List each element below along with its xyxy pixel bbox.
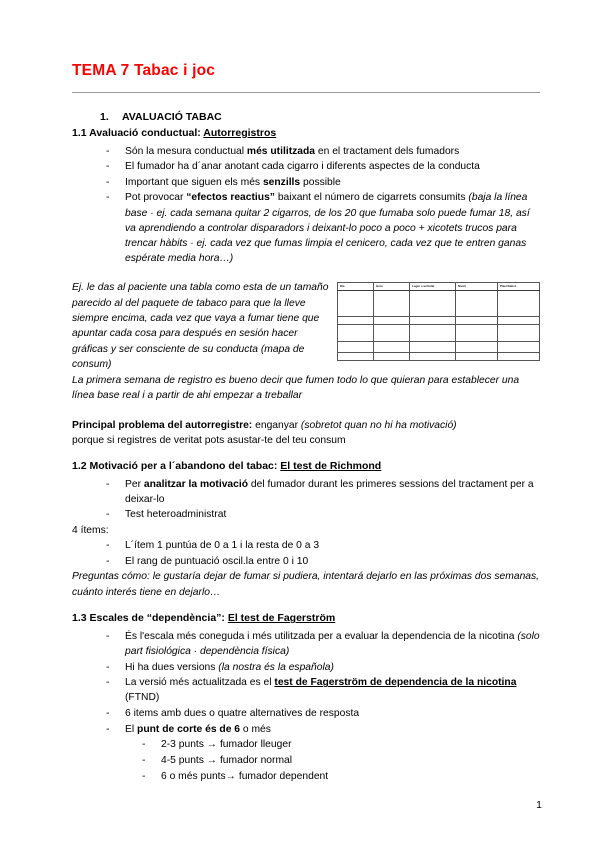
table-cell bbox=[410, 317, 456, 325]
document-content bbox=[72, 62, 540, 784]
list-item-text: 6 items amb dues o quatre alternatives de resposta bbox=[125, 708, 360, 720]
subsection-1-1-label: 1.1 Avaluació conductual: bbox=[72, 126, 204, 139]
list-item bbox=[138, 753, 540, 768]
table-column-header: Dia bbox=[338, 283, 374, 291]
subsection-1-2-label: 1.2 Motivació per a l´abandono del tabac: bbox=[72, 459, 281, 472]
list-item-text: 6 o més punts→ fumador dependent bbox=[161, 770, 329, 782]
list-item bbox=[102, 538, 540, 553]
principal-problem-note bbox=[72, 418, 540, 433]
section-1-heading bbox=[72, 110, 540, 125]
table-cell bbox=[338, 353, 374, 361]
list-item bbox=[102, 629, 540, 659]
table-column-header: Lugar o activitat bbox=[410, 283, 456, 291]
list-item-text: Per bbox=[125, 478, 144, 490]
table-cell bbox=[410, 342, 456, 353]
table-cell bbox=[456, 342, 498, 353]
list-item-text: més utilitzada bbox=[246, 145, 316, 157]
list-item bbox=[102, 190, 540, 266]
list-item-text: punt de corte és de 6 bbox=[137, 723, 241, 735]
list-item-text: 2-3 punts → fumador lleuger bbox=[161, 739, 292, 751]
table-cell bbox=[410, 291, 456, 317]
table-row bbox=[338, 353, 540, 361]
list-item bbox=[102, 706, 540, 721]
subsection-1-3-underlined: El test de Fagerström bbox=[227, 612, 336, 625]
baseline-note-paragraph: La primera semana de registro es bueno decir que fumen todo lo que quieran para establecer una línea base real i a partir de ahi empezar a treballar bbox=[72, 374, 520, 402]
list-item bbox=[102, 722, 540, 737]
autoregistro-table-section bbox=[72, 280, 540, 404]
principal-problem-value: enganyar bbox=[252, 419, 301, 431]
table-column-header: Plaer/Satisf. bbox=[498, 283, 540, 291]
list-item-text: baixant el número de cigarrets consumits bbox=[274, 192, 469, 204]
richmond-questions-note: Preguntas cómo: le gustaría dejar de fumar si pudiera, intentará dejarlo en las próximas dos semanas, cuánto interés tiene en dejarlo… bbox=[72, 571, 540, 598]
list-item bbox=[138, 737, 540, 752]
table-explanation-paragraph: Ej. le das al paciente una tabla como esta de un tamaño parecido al del paquete de tabaco para que la lleve siempre encima, cada vez que vaya a fumar tiene que apuntar cada cosa para después en sesión hacer gráficas y ser consciente de su conducta (mapa de consum) bbox=[72, 282, 329, 371]
table-row bbox=[338, 342, 540, 353]
list-item bbox=[102, 675, 540, 705]
list-item-text: (FTND) bbox=[125, 692, 160, 704]
self-monitoring-table bbox=[337, 282, 540, 361]
table-cell bbox=[410, 353, 456, 361]
table-cell bbox=[456, 291, 498, 317]
section-1-number: 1. bbox=[100, 110, 109, 123]
list-item-text: El rang de puntuació oscil.la entre 0 i 10 bbox=[125, 555, 309, 567]
list-item-text: possible bbox=[300, 176, 341, 188]
list-item-text: (solo part fisiológica · dependència física) bbox=[125, 630, 540, 658]
list-item-text: Important que siguen els més bbox=[125, 176, 263, 188]
table-cell bbox=[498, 342, 540, 353]
list-item bbox=[102, 660, 540, 675]
list-item-text: El fumador ha d´anar anotant cada cigarro i diferents aspectes de la conducta bbox=[125, 161, 480, 173]
table-row bbox=[338, 291, 540, 317]
table-header-row bbox=[338, 283, 540, 291]
list-item-text: “efectos reactius” bbox=[186, 192, 275, 204]
list-item-text: Hi ha dues versions bbox=[125, 661, 219, 673]
subsection-1-2-heading bbox=[72, 459, 540, 475]
list-item-text: (la nostra és la española) bbox=[218, 661, 334, 673]
subsection-1-2-item-bullets bbox=[72, 538, 540, 569]
list-item bbox=[102, 144, 540, 159]
list-item bbox=[102, 507, 540, 522]
list-item bbox=[102, 477, 540, 507]
table-cell bbox=[374, 317, 410, 325]
table-cell bbox=[498, 325, 540, 342]
table-cell bbox=[374, 325, 410, 342]
table-cell bbox=[374, 291, 410, 317]
table-cell bbox=[498, 291, 540, 317]
list-item-text: El bbox=[125, 723, 138, 735]
list-item bbox=[138, 769, 540, 784]
subsection-1-3-bullets bbox=[72, 629, 540, 737]
list-item-text: 4-5 punts → fumador normal bbox=[161, 754, 293, 766]
title-divider bbox=[72, 92, 540, 93]
list-item-text: La versió més actualitzada es el bbox=[125, 677, 275, 689]
items-count-label: 4 ítems: bbox=[72, 524, 109, 536]
table-cell bbox=[456, 317, 498, 325]
principal-problem-aside: (sobretot quan no hi ha motivació) bbox=[300, 419, 457, 431]
fagerstrom-cutoff-bullets bbox=[72, 737, 540, 783]
table-row bbox=[338, 325, 540, 342]
table-cell bbox=[338, 325, 374, 342]
list-item-text: senzills bbox=[262, 176, 301, 188]
list-item bbox=[102, 159, 540, 174]
subsection-1-1-bullets bbox=[72, 144, 540, 267]
table-column-header: Nivell bbox=[456, 283, 498, 291]
table-cell bbox=[374, 353, 410, 361]
table-cell bbox=[410, 325, 456, 342]
table-cell bbox=[338, 317, 374, 325]
page-title: TEMA 7 Tabac i joc bbox=[72, 62, 216, 79]
list-item-text: (baja la línea base · ej. cada semana quitar 2 cigarros, de los 20 que fumaba solo puede fumar 18, así va aprendiendo a controlar disparadors i deixant-lo poco a poco + xicotets trucos para trencar hàbits · ej. cada vez que fumas limpia el cenicero, cada vez que te entren ganas espérate media hora…) bbox=[125, 192, 530, 264]
table-cell bbox=[338, 342, 374, 353]
subsection-1-1-heading bbox=[72, 126, 540, 142]
subsection-1-3-label: 1.3 Escales de “dependència”: bbox=[72, 612, 228, 625]
table-cell bbox=[338, 291, 374, 317]
list-item-text: Pot provocar bbox=[125, 192, 187, 204]
subsection-1-3-heading bbox=[72, 611, 540, 627]
table-row bbox=[338, 317, 540, 325]
list-item-text: o més bbox=[240, 723, 271, 735]
list-item-text: test de Fagerström de dependencia de la nicotina bbox=[274, 677, 517, 689]
table-cell bbox=[498, 317, 540, 325]
list-item-text: Test heteroadministrat bbox=[125, 509, 227, 521]
page-number: 1 bbox=[536, 799, 542, 811]
principal-problem-second-line: porque si registres de veritat pots asustar-te del teu consum bbox=[72, 434, 346, 446]
list-item-text: analitzar la motivació bbox=[143, 478, 249, 490]
table-cell bbox=[456, 353, 498, 361]
table-cell bbox=[498, 353, 540, 361]
section-1-title: AVALUACIÓ TABAC bbox=[122, 110, 222, 123]
table-cell bbox=[456, 325, 498, 342]
list-item-text: És l'escala més coneguda i més utilitzada per a evaluar la dependencia de la nicotina bbox=[125, 630, 518, 642]
table-cell bbox=[374, 342, 410, 353]
list-item bbox=[102, 554, 540, 569]
principal-problem-label: Principal problema del autorregistre: bbox=[72, 419, 253, 431]
list-item-text: Són la mesura conductual bbox=[125, 145, 247, 157]
list-item-text: en el tractament dels fumadors bbox=[315, 145, 460, 157]
subsection-1-2-underlined: El test de Richmond bbox=[280, 459, 382, 472]
subsection-1-2-bullets bbox=[72, 477, 540, 523]
table-body bbox=[338, 291, 540, 361]
list-item-text: L´ítem 1 puntúa de 0 a 1 i la resta de 0 a 3 bbox=[125, 540, 320, 552]
subsection-1-1-underlined: Autorregistros bbox=[203, 126, 277, 139]
table-column-header: Hora bbox=[374, 283, 410, 291]
list-item-text: del fumador durant les primeres sessions del tractament per a deixar-lo bbox=[125, 478, 534, 505]
list-item bbox=[102, 175, 540, 190]
